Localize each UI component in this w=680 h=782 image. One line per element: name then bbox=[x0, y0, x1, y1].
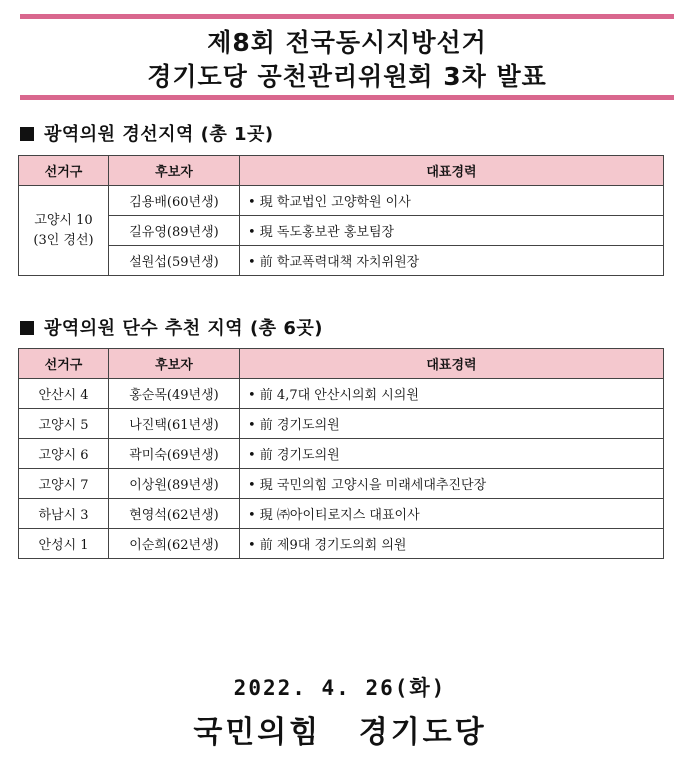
section2-heading bbox=[20, 314, 323, 340]
career-cell: • 前 경기도의원 bbox=[240, 439, 664, 469]
district-cell: 하남시 3 bbox=[19, 499, 109, 529]
table-row bbox=[19, 246, 664, 276]
section1-table bbox=[18, 155, 664, 276]
district-cell bbox=[19, 186, 109, 276]
top-accent-bar bbox=[20, 14, 674, 19]
table-row bbox=[19, 186, 664, 216]
career-cell: • 現 학교법인 고양학원 이사 bbox=[240, 186, 664, 216]
table-row bbox=[19, 409, 664, 439]
square-bullet-icon bbox=[20, 321, 34, 335]
career-cell: • 現 독도홍보관 홍보팀장 bbox=[240, 216, 664, 246]
table-row bbox=[19, 216, 664, 246]
table-row bbox=[19, 499, 664, 529]
career-cell: • 前 학교폭력대책 자치위원장 bbox=[240, 246, 664, 276]
table-row bbox=[19, 379, 664, 409]
table-row bbox=[19, 469, 664, 499]
section2-heading-text: 광역의원 단수 추천 지역 (총 6곳) bbox=[44, 318, 323, 339]
col-career: 대표경력 bbox=[240, 349, 664, 379]
col-candidate: 후보자 bbox=[109, 156, 240, 186]
career-cell: • 前 4,7대 안산시의회 시의원 bbox=[240, 379, 664, 409]
district-cell: 고양시 5 bbox=[19, 409, 109, 439]
title-line-2: 경기도당 공천관리위원회 3차 발표 bbox=[147, 62, 547, 91]
table-header-row bbox=[19, 349, 664, 379]
candidate-cell: 현영석(62년생) bbox=[109, 499, 240, 529]
section1-heading-text: 광역의원 경선지역 (총 1곳) bbox=[44, 124, 274, 145]
announcement-date: 2022. 4. 26(화) bbox=[233, 676, 447, 700]
candidate-cell: 홍순목(49년생) bbox=[109, 379, 240, 409]
district-cell: 고양시 6 bbox=[19, 439, 109, 469]
col-district: 선거구 bbox=[19, 156, 109, 186]
title-line-1: 제8회 전국동시지방선거 bbox=[207, 28, 487, 57]
career-cell: • 現 ㈜아이티로지스 대표이사 bbox=[240, 499, 664, 529]
organization-name: 국민의힘 경기도당 bbox=[193, 715, 487, 750]
square-bullet-icon bbox=[20, 127, 34, 141]
table-row bbox=[19, 529, 664, 559]
table-row bbox=[19, 439, 664, 469]
district-note: (3인 경선) bbox=[33, 232, 94, 248]
table-header-row bbox=[19, 156, 664, 186]
career-cell: • 現 국민의힘 고양시을 미래세대추진단장 bbox=[240, 469, 664, 499]
district-cell: 안산시 4 bbox=[19, 379, 109, 409]
district-cell: 안성시 1 bbox=[19, 529, 109, 559]
candidate-cell: 이상원(89년생) bbox=[109, 469, 240, 499]
career-cell: • 前 제9대 경기도의회 의원 bbox=[240, 529, 664, 559]
career-cell: • 前 경기도의원 bbox=[240, 409, 664, 439]
bottom-accent-bar bbox=[20, 95, 674, 100]
district-name: 고양시 10 bbox=[34, 212, 93, 228]
candidate-cell: 김용배(60년생) bbox=[109, 186, 240, 216]
section1-heading bbox=[20, 120, 274, 146]
candidate-cell: 이순희(62년생) bbox=[109, 529, 240, 559]
candidate-cell: 곽미숙(69년생) bbox=[109, 439, 240, 469]
col-candidate: 후보자 bbox=[109, 349, 240, 379]
col-career: 대표경력 bbox=[240, 156, 664, 186]
section2-table bbox=[18, 348, 664, 559]
district-cell: 고양시 7 bbox=[19, 469, 109, 499]
candidate-cell: 설원섭(59년생) bbox=[109, 246, 240, 276]
col-district: 선거구 bbox=[19, 349, 109, 379]
candidate-cell: 나진택(61년생) bbox=[109, 409, 240, 439]
candidate-cell: 길유영(89년생) bbox=[109, 216, 240, 246]
